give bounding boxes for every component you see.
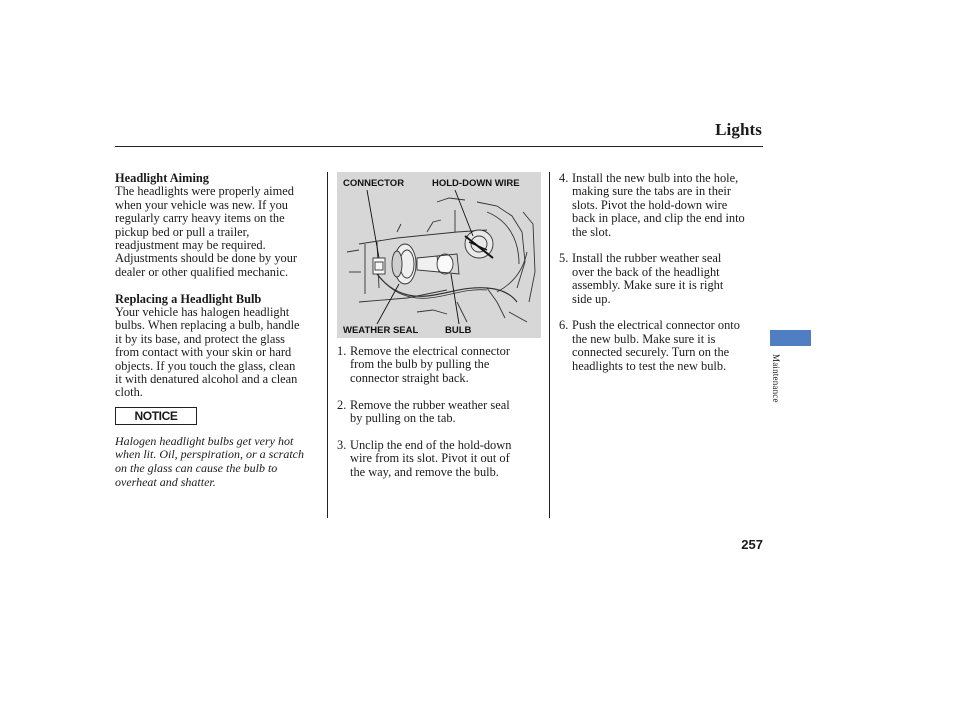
- column-divider-right: [549, 172, 550, 518]
- text-line: dealer or other qualified mechanic.: [115, 264, 289, 279]
- section-tab-marker: [770, 330, 811, 346]
- page-number: 257: [741, 537, 763, 552]
- replacing-paragraph: [115, 306, 323, 400]
- figure-label-connector: CONNECTOR: [343, 178, 405, 189]
- text-line: regularly carry heavy items on the: [115, 211, 285, 226]
- headlight-bulb-illustration: [337, 172, 541, 338]
- text-line: over the back of the headlight: [572, 264, 720, 279]
- figure-label-hold-down-wire: HOLD-DOWN WIRE: [432, 178, 520, 189]
- section-side-label: Maintenance: [771, 354, 781, 403]
- text-line: connector straight back.: [350, 370, 469, 385]
- section-heading-replacing: Replacing a Headlight Bulb: [115, 291, 262, 306]
- figure-label-bulb: BULB: [445, 325, 472, 336]
- text-line: the way, and remove the bulb.: [350, 464, 499, 479]
- text-line: Remove the electrical connector: [350, 344, 510, 358]
- text-line: when lit. Oil, perspiration, or a scratch: [115, 447, 304, 462]
- text-line: slots. Pivot the hold-down wire: [572, 197, 728, 212]
- text-line: Remove the rubber weather seal: [350, 397, 510, 412]
- text-line: Install the new bulb into the hole,: [572, 171, 739, 185]
- text-line: overheat and shatter.: [115, 474, 216, 489]
- text-line: objects. If you touch the glass, clean: [115, 358, 296, 373]
- header-rule: [115, 146, 763, 147]
- list-item: [337, 439, 543, 479]
- text-line: Your vehicle has halogen headlight: [115, 305, 290, 320]
- step-number: 2.: [337, 397, 347, 412]
- text-line: Halogen headlight bulbs get very hot: [115, 433, 294, 448]
- text-line: when your vehicle was new. If you: [115, 197, 288, 212]
- text-line: The headlights were properly aimed: [115, 184, 294, 199]
- text-line: from contact with your skin or hard: [115, 345, 292, 360]
- text-line: cloth.: [115, 385, 143, 400]
- page-title: Lights: [715, 120, 762, 139]
- text-line: readjustment may be required.: [115, 238, 266, 253]
- text-line: Adjustments should be done by your: [115, 251, 298, 266]
- section-heading-aiming: Headlight Aiming: [115, 171, 209, 185]
- list-item: [337, 399, 543, 426]
- step-number: 5.: [559, 251, 569, 266]
- text-line: back in place, and clip the end into: [572, 211, 745, 226]
- list-item: [337, 345, 543, 385]
- step-number: 1.: [337, 344, 347, 358]
- text-line: on the glass can cause the bulb to: [115, 461, 278, 476]
- list-item: [559, 172, 763, 239]
- text-line: headlights to test the new bulb.: [572, 358, 727, 373]
- text-line: assembly. Make sure it is right: [572, 278, 724, 293]
- step-number: 4.: [559, 171, 569, 185]
- column-aiming-replacing: [115, 172, 323, 489]
- steps-list-middle: [337, 345, 543, 479]
- text-line: bulbs. When replacing a bulb, handle: [115, 318, 300, 333]
- text-line: the slot.: [572, 224, 612, 239]
- list-item: [559, 252, 763, 306]
- text-line: Unclip the end of the hold-down: [350, 437, 512, 452]
- column-divider-left: [327, 172, 328, 518]
- headlight-assembly-drawing: [337, 172, 541, 338]
- text-line: connected securely. Turn on the: [572, 345, 730, 360]
- text-line: the new bulb. Make sure it is: [572, 331, 716, 346]
- text-line: pickup bed or pull a trailer,: [115, 224, 250, 239]
- steps-column-right: [559, 172, 763, 386]
- text-line: Push the electrical connector onto: [572, 318, 740, 333]
- text-line: Install the rubber weather seal: [572, 251, 722, 266]
- steps-column-middle: [337, 345, 543, 492]
- notice-text: [115, 435, 323, 489]
- text-line: from the bulb by pulling the: [350, 357, 490, 372]
- notice-badge: NOTICE: [115, 407, 197, 425]
- text-line: by pulling on the tab.: [350, 411, 456, 426]
- spacer: [115, 279, 323, 292]
- step-number: 6.: [559, 318, 569, 333]
- aiming-paragraph: [115, 185, 323, 279]
- figure-label-weather-seal: WEATHER SEAL: [343, 325, 419, 336]
- text-line: making sure the tabs are in their: [572, 184, 731, 199]
- step-number: 3.: [337, 437, 347, 452]
- text-line: wire from its slot. Pivot it out of: [350, 451, 510, 466]
- list-item: [559, 319, 763, 373]
- steps-list-right: [559, 172, 763, 373]
- text-line: it by its base, and protect the glass: [115, 331, 285, 346]
- text-line: side up.: [572, 291, 611, 306]
- text-line: it with denatured alcohol and a clean: [115, 372, 298, 387]
